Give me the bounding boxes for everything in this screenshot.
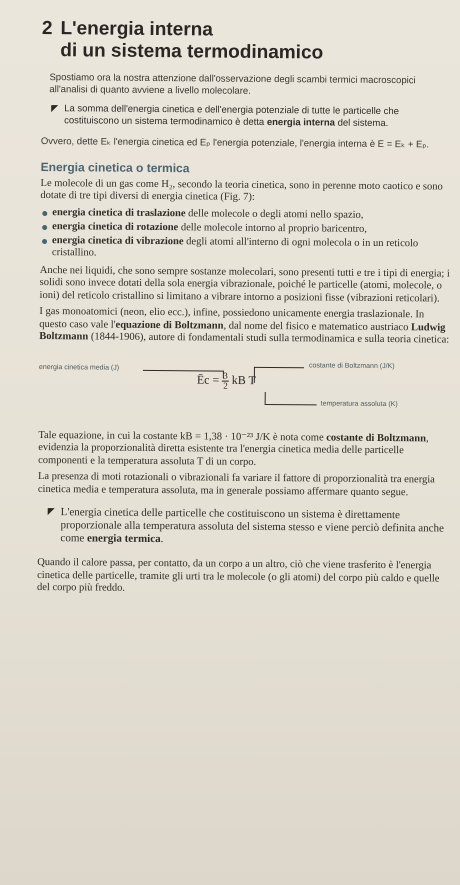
constant-paragraph (38, 429, 450, 470)
formula-lhs: Ēc = (196, 372, 220, 387)
final-term: energia termica (86, 532, 161, 546)
triangle-marker-icon (48, 508, 55, 515)
page-content (37, 18, 454, 602)
list-item (40, 220, 452, 236)
formula-paragraph: Ovvero, dette Eₖ l'energia cinetica ed Eₚ l'energia potenziale, l'energia interna è E = Eₖ + Eₚ. (40, 135, 430, 151)
definition-prefix: La somma dell'energia cinetica e dell'energia potenziale di tutte le particelle che costituiscono un sistema termodinamico è detta (64, 103, 399, 128)
person-name: Ludwig Boltzmann (39, 321, 446, 343)
kinetic-energy-list (40, 206, 452, 262)
chapter-title (60, 18, 323, 64)
boltzmann-formula (197, 371, 256, 391)
chapter-title-line1: L'energia interna (60, 18, 213, 41)
chapter-number: 2 (41, 18, 53, 40)
label-boltzmann-constant: costante di Boltzmann (J/K) (308, 361, 395, 370)
section-lead: Le molecole di un gas come H₂, secondo la teoria cinetica, sono in perenne moto caotico e sono dotate di tre tipi diversi di energia cinetica (Fig. 7): (40, 177, 443, 203)
leader-line-right-bottom-rise (265, 391, 266, 403)
monoatomic-after: (1844-1906), autore di fondamentali studi sulla termodinamica e sulla teoria cinetica: (88, 331, 450, 346)
thermal-energy-definition-box (47, 506, 449, 549)
list-item-term: energia cinetica di traslazione (52, 206, 186, 219)
heat-paragraph: Quando il calore passa, per contatto, da un corpo a un altro, ciò che viene trasferito è l'energia cinetica delle particelle, tramite gli urti tra le molecole (o gli atomi) del corpo più caldo e quelle del corpo più freddo. (36, 556, 440, 594)
fraction-denominator: 2 (223, 380, 228, 391)
boltzmann-equation-diagram (38, 357, 451, 423)
intro-paragraph: Spostiamo ora la nostra attenzione dall'osservazione degli scambi termici macroscopici all'analisi di quanto avviene a livello molecolare. (49, 72, 416, 97)
leader-line-right-top (254, 366, 304, 367)
chapter-title-line2: di un sistema termodinamico (60, 40, 324, 64)
monoatomic-paragraph (39, 306, 451, 347)
section-title: Energia cinetica o termica (40, 159, 190, 175)
list-item-text: degli atomi all'interno di ogni molecola o in un reticolo cristallino. (51, 235, 419, 258)
thermal-energy-definition-text (60, 506, 449, 548)
list-item (40, 234, 452, 262)
chapter-heading (42, 18, 454, 66)
liquids-paragraph: Anche nei liquidi, che sono sempre sostanze molecolari, sono presenti tutti e tre i tipi di energia; i solidi sono invece dotati della sola energia vibrazionale, poiché le particelle (atomi, molecole, o ioni) del reticolo cristallino si limitano a vibrare intorno a posizioni fisse (vibrazioni reticolari). (39, 264, 450, 304)
formula-rhs: kB T (231, 372, 256, 387)
equation-name: equazione di Boltzmann (115, 319, 224, 332)
leader-line-right-bottom (265, 403, 317, 404)
final-suffix: . (160, 533, 164, 546)
definition-suffix: del sistema. (334, 117, 389, 129)
formula-fraction (222, 371, 229, 390)
list-item-term: energia cinetica di rotazione (52, 220, 179, 233)
list-item (40, 206, 452, 222)
constant-term: costante di Boltzmann (326, 431, 427, 444)
definition-term: energia interna (266, 116, 336, 129)
final-prefix: L'energia cinetica delle particelle che costituiscono un sistema è direttamente proporzionale alla temperatura assoluta del sistema stesso e viene perciò definita anche come (60, 506, 444, 545)
definition-box (51, 103, 453, 130)
fraction-numerator: 3 (223, 370, 228, 381)
triangle-marker-icon (51, 105, 58, 112)
monoatomic-before: I gas monoatomici (neon, elio ecc.), infine, possiedono unicamente energia traslazionale. In questo caso vale l' (39, 305, 425, 331)
list-item-term: energia cinetica di vibrazione (52, 234, 184, 247)
definition-text (64, 103, 453, 129)
list-item-text: delle molecole intorno al proprio baricentro, (178, 221, 367, 235)
list-item-text: delle molecole o degli atomi nello spazio, (185, 207, 364, 221)
label-mean-kinetic-energy: energia cinetica media (J) (38, 363, 120, 372)
rotation-paragraph: La presenza di moti rotazionali o vibrazionali fa variare il fattore di proporzionalità tra energia cinetica media e temperatura assoluta, ma in generale possiamo affermare quanto segue. (37, 470, 435, 498)
constant-before: Tale equazione, in cui la costante kB = 1,38 · 10⁻²³ J/K è nota come (38, 429, 327, 443)
monoatomic-middle: , dal nome del fisico e matematico austriaco (223, 320, 412, 333)
label-absolute-temperature: temperatura assoluta (K) (320, 399, 398, 408)
constant-after: , evidenzia la proporzionalità diretta esistente tra l'energia cinetica media delle particelle componenti e la temperatura assoluta T di un corpo. (38, 432, 429, 468)
